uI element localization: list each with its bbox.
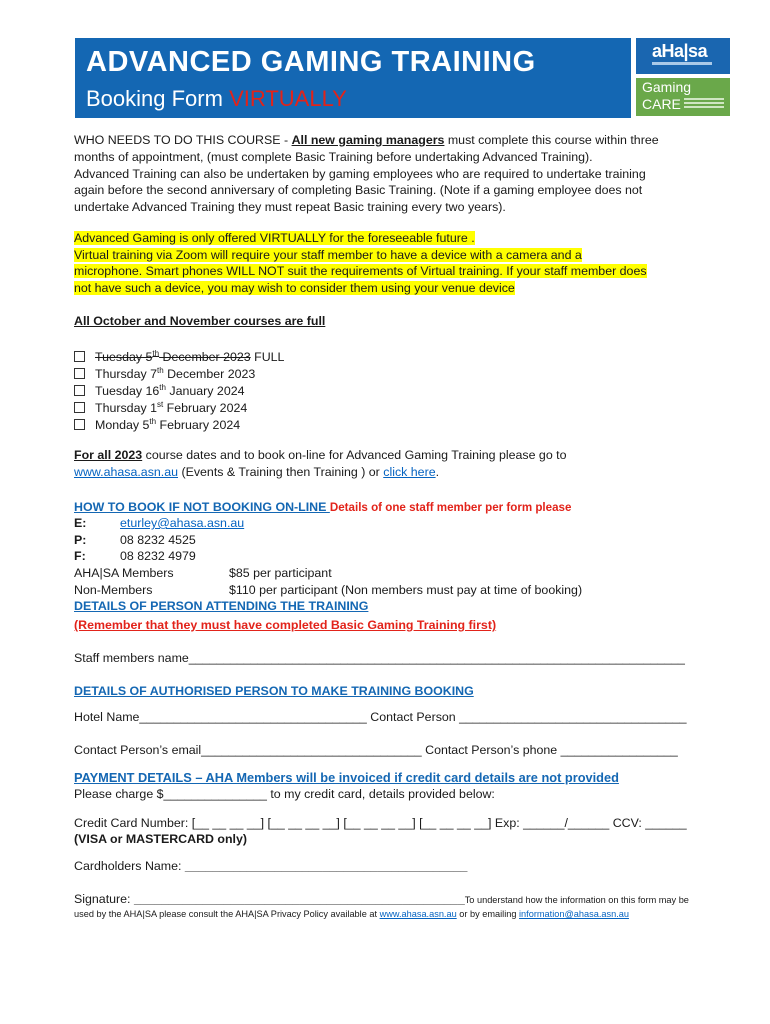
- gaming-care-logo-line1: Gaming: [642, 79, 692, 95]
- courses-full-notice: All October and November courses are full: [74, 314, 326, 328]
- virtual-notice-text: Advanced Gaming is only offered VIRTUALLY for the foreseeable future .: [74, 231, 475, 245]
- phone-label: P:: [74, 533, 87, 547]
- gaming-care-logo-line2: CARE: [642, 96, 681, 112]
- fax-value: 08 8232 4979: [120, 549, 196, 563]
- credit-card-field[interactable]: Credit Card Number: [__ __ __ __] [__ __ __ __] [__ __ __ __] [__ __ __ __] Exp: ______/______ CCV: ______: [74, 816, 687, 830]
- cardholder-row[interactable]: [74, 858, 467, 875]
- date-label: Monday 5th February 2024: [95, 417, 241, 433]
- online-text: (Events & Training then Training ) or: [178, 465, 384, 479]
- authorised-heading: DETAILS OF AUTHORISED PERSON TO MAKE TRAINING BOOKING: [74, 684, 474, 698]
- hotel-contact-field[interactable]: Hotel Name_________________________________ Contact Person _________________________________: [74, 710, 687, 724]
- intro-line-1: [74, 132, 659, 149]
- intro-emphasis: All new gaming managers: [291, 133, 445, 147]
- online-booking-line-1: [74, 447, 567, 464]
- email-link-text[interactable]: eturley@ahasa.asn.au: [120, 516, 245, 530]
- aha-sa-logo-tagline: [652, 62, 712, 65]
- online-text: .: [435, 465, 440, 479]
- virtual-notice-text: Virtual training via Zoom will require your staff member to have a device with a camera and a: [74, 248, 582, 262]
- online-text: course dates and to book on-line for Advanced Gaming Training please go to: [142, 448, 567, 462]
- date-label-struck: Tuesday 5th December 2023: [95, 349, 251, 365]
- privacy-text: or by emailing: [456, 909, 520, 919]
- virtual-notice-text: microphone. Smart phones WILL NOT suit the requirements of Virtual training. If your staff member does: [74, 264, 647, 278]
- phone-value: 08 8232 4525: [120, 533, 196, 547]
- privacy-text: To understand how the information on this form may be: [464, 895, 689, 905]
- intro-text: must complete this course within three: [444, 133, 659, 147]
- attendee-heading: DETAILS OF PERSON ATTENDING THE TRAINING: [74, 599, 369, 613]
- aha-sa-logo: [636, 38, 730, 74]
- privacy-line-2: [74, 906, 629, 923]
- privacy-email-link[interactable]: information@ahasa.asn.au: [519, 909, 629, 919]
- basic-training-reminder: (Remember that they must have completed Basic Gaming Training first): [74, 618, 497, 632]
- date-label: Thursday 7th December 2023: [95, 366, 256, 382]
- virtual-notice-line-4: [74, 280, 515, 297]
- date-checkbox[interactable]: [74, 385, 85, 396]
- intro-line-4: again before the second anniversary of completing Basic Training. (Note if a gaming employee does not: [74, 183, 643, 197]
- date-checkbox[interactable]: [74, 419, 85, 430]
- charge-amount-field[interactable]: Please charge $_______________ to my credit card, details provided below:: [74, 787, 495, 801]
- click-here-link[interactable]: click here: [383, 465, 436, 479]
- intro-text: WHO NEEDS TO DO THIS COURSE -: [74, 133, 292, 147]
- staff-name-field[interactable]: Staff members name________________________________________________________________________: [74, 651, 685, 665]
- gaming-care-logo-tagline: [684, 98, 724, 100]
- members-label: AHA|SA Members: [74, 566, 174, 580]
- intro-line-5: undertake Advanced Training they must repeat Basic training every two years).: [74, 200, 506, 214]
- date-status: FULL: [250, 350, 285, 365]
- date-label: Thursday 1st February 2024: [95, 400, 248, 416]
- nonmembers-price: $110 per participant (Non members must pay at time of booking): [229, 583, 583, 597]
- how-to-book-heading: HOW TO BOOK IF NOT BOOKING ON-LINE: [74, 500, 330, 514]
- signature-field[interactable]: ________________________________________________: [133, 892, 465, 906]
- cardholder-field[interactable]: _________________________________________: [184, 859, 468, 873]
- page-subtitle: [86, 86, 347, 112]
- signature-label: Signature:: [74, 892, 134, 906]
- privacy-website-link[interactable]: www.ahasa.asn.au: [379, 909, 457, 919]
- subtitle-virtual: VIRTUALLY: [229, 86, 347, 111]
- contact-email-phone-field[interactable]: Contact Person’s email________________________________ Contact Person’s phone _________________: [74, 743, 678, 757]
- card-type-note: (VISA or MASTERCARD only): [74, 832, 248, 846]
- nonmembers-label: Non-Members: [74, 583, 153, 597]
- email-label: E:: [74, 516, 87, 530]
- date-checkbox[interactable]: [74, 351, 85, 362]
- virtual-notice-line-3: [74, 263, 647, 280]
- date-option-5[interactable]: [74, 413, 240, 434]
- subtitle-prefix: Booking Form: [86, 86, 230, 111]
- intro-line-2: months of appointment, (must complete Basic Training before undertaking Advanced Training).: [74, 150, 593, 164]
- privacy-text: used by the AHA|SA please consult the AHA|SA Privacy Policy available at: [74, 909, 380, 919]
- fax-label: F:: [74, 549, 86, 563]
- online-booking-line-2: [74, 464, 439, 481]
- page-title: ADVANCED GAMING TRAINING: [86, 46, 536, 78]
- gaming-care-logo: [636, 78, 730, 116]
- payment-heading: PAYMENT DETAILS – AHA Members will be invoiced if credit card details are not provided: [74, 770, 619, 785]
- intro-line-3: Advanced Training can also be undertaken by gaming employees who are required to undertake training: [74, 167, 646, 181]
- virtual-notice-line-2: [74, 247, 582, 264]
- how-to-book-heading-row: [74, 499, 571, 516]
- date-label: Tuesday 16th January 2024: [95, 383, 245, 399]
- online-emphasis: For all 2023: [74, 448, 143, 462]
- email-link[interactable]: [120, 515, 244, 532]
- members-price: $85 per participant: [229, 566, 332, 580]
- virtual-notice-text: not have such a device, you may wish to consider them using your venue device: [74, 281, 515, 295]
- one-per-form-note: Details of one staff member per form please: [329, 501, 572, 514]
- aha-sa-logo-text: aHa|sa: [652, 41, 708, 61]
- date-checkbox[interactable]: [74, 402, 85, 413]
- date-checkbox[interactable]: [74, 368, 85, 379]
- virtual-notice-line-1: [74, 230, 475, 247]
- website-link[interactable]: www.ahasa.asn.au: [74, 465, 179, 479]
- cardholder-label: Cardholders Name:: [74, 859, 185, 873]
